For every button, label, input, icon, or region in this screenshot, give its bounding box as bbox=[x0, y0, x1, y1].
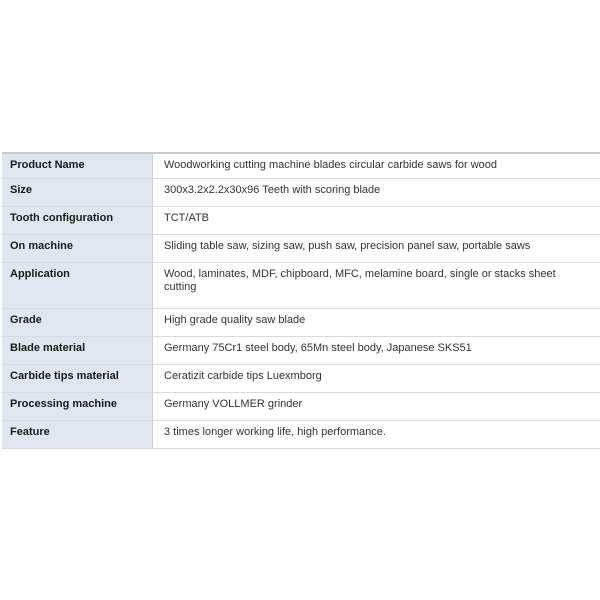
row-value: Ceratizit carbide tips Luexmborg bbox=[153, 365, 600, 393]
row-label: Tooth configuration bbox=[2, 207, 153, 235]
row-label: Processing machine bbox=[2, 393, 153, 421]
row-label: Blade material bbox=[2, 337, 153, 365]
row-label: Feature bbox=[2, 421, 153, 449]
row-label: Grade bbox=[2, 309, 153, 337]
table-row bbox=[2, 393, 600, 421]
table-row bbox=[2, 207, 600, 235]
table-row bbox=[2, 337, 600, 365]
row-label: Size bbox=[2, 179, 153, 207]
row-label: Carbide tips material bbox=[2, 365, 153, 393]
row-value: Sliding table saw, sizing saw, push saw, precision panel saw, portable saws bbox=[153, 235, 600, 263]
table-row bbox=[2, 309, 600, 337]
row-value: Germany 75Cr1 steel body, 65Mn steel body, Japanese SKS51 bbox=[153, 337, 600, 365]
row-value: 300x3.2x2.2x30x96 Teeth with scoring blade bbox=[153, 179, 600, 207]
row-value: Germany VOLLMER grinder bbox=[153, 393, 600, 421]
row-value: Wood, laminates, MDF, chipboard, MFC, melamine board, single or stacks sheet cutting bbox=[153, 263, 600, 309]
row-value: High grade quality saw blade bbox=[153, 309, 600, 337]
table-row bbox=[2, 365, 600, 393]
row-value: TCT/ATB bbox=[153, 207, 600, 235]
spec-table bbox=[2, 152, 600, 449]
row-value: 3 times longer working life, high performance. bbox=[153, 421, 600, 449]
row-value: Woodworking cutting machine blades circular carbide saws for wood bbox=[153, 153, 600, 179]
table-row bbox=[2, 153, 600, 179]
row-label: On machine bbox=[2, 235, 153, 263]
table-row bbox=[2, 421, 600, 449]
table-row bbox=[2, 263, 600, 309]
table-row bbox=[2, 235, 600, 263]
table-row bbox=[2, 179, 600, 207]
row-label: Product Name bbox=[2, 153, 153, 179]
row-label: Application bbox=[2, 263, 153, 309]
